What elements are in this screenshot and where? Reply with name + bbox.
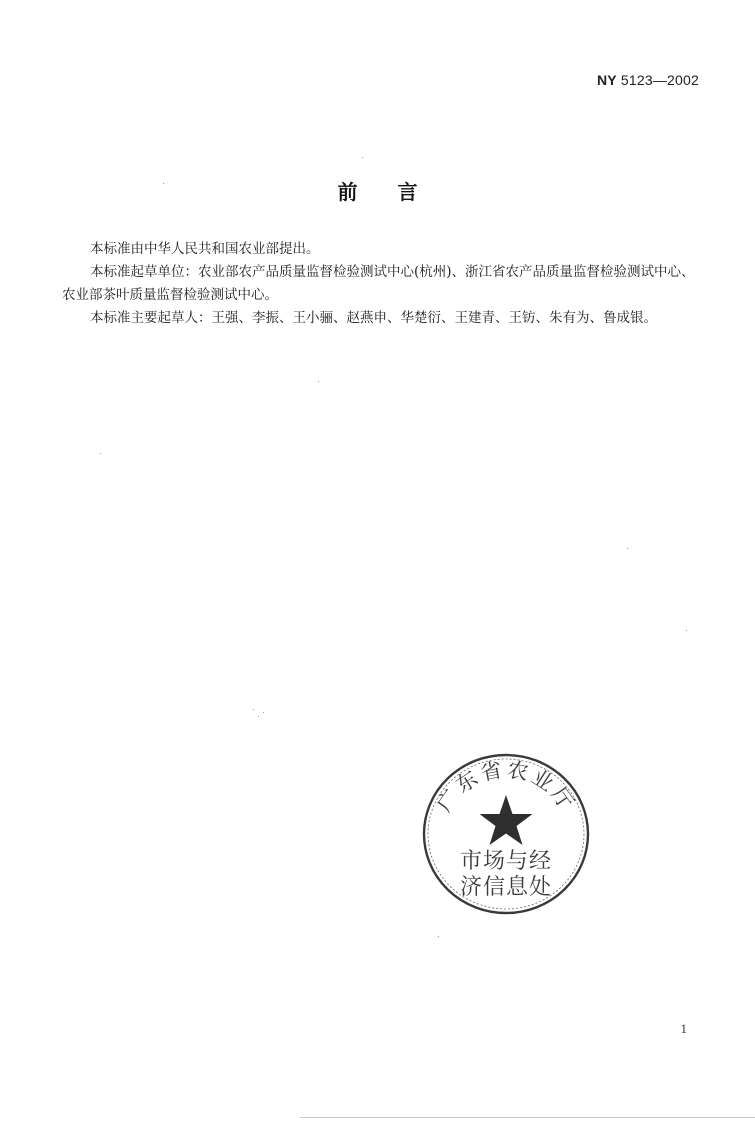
star-icon <box>480 795 533 845</box>
seal-outer-text: 广东省农业厅 <box>432 757 580 817</box>
scan-speck <box>686 630 687 631</box>
official-seal <box>421 752 591 917</box>
scan-speck <box>163 183 164 184</box>
scan-speck <box>438 936 439 937</box>
foreword-body <box>62 238 702 330</box>
standard-code: NY <box>596 72 617 88</box>
paragraph-drafting-units: 本标准起草单位：农业部农产品质量监督检验测试中心(杭州)、浙江省农产品质量监督检验测试中心、农业部茶叶质量监督检验测试中心。 <box>62 264 695 303</box>
paragraph-drafters: 本标准主要起草人：王强、李振、王小骊、赵燕申、华楚衍、王建青、王钫、朱有为、鲁成银。 <box>90 310 657 326</box>
scan-speck <box>100 453 101 454</box>
scan-speck <box>627 548 628 549</box>
seal-inner-line-2: 济信息处 <box>459 875 553 900</box>
bottom-edge-line <box>300 1117 755 1118</box>
paragraph-proposer: 本标准由中华人民共和国农业部提出。 <box>90 241 320 257</box>
standard-id: 5123—2002 <box>620 72 699 88</box>
scan-speck <box>253 709 254 710</box>
scan-speck <box>318 381 319 382</box>
standard-number <box>597 72 699 88</box>
page-title: 前言 <box>337 180 458 204</box>
seal-inner-line-1: 市场与经 <box>459 849 553 874</box>
scan-speck <box>258 716 259 717</box>
scan-speck <box>263 712 264 713</box>
scan-speck <box>362 157 363 158</box>
page-number: 1 <box>680 1021 687 1036</box>
